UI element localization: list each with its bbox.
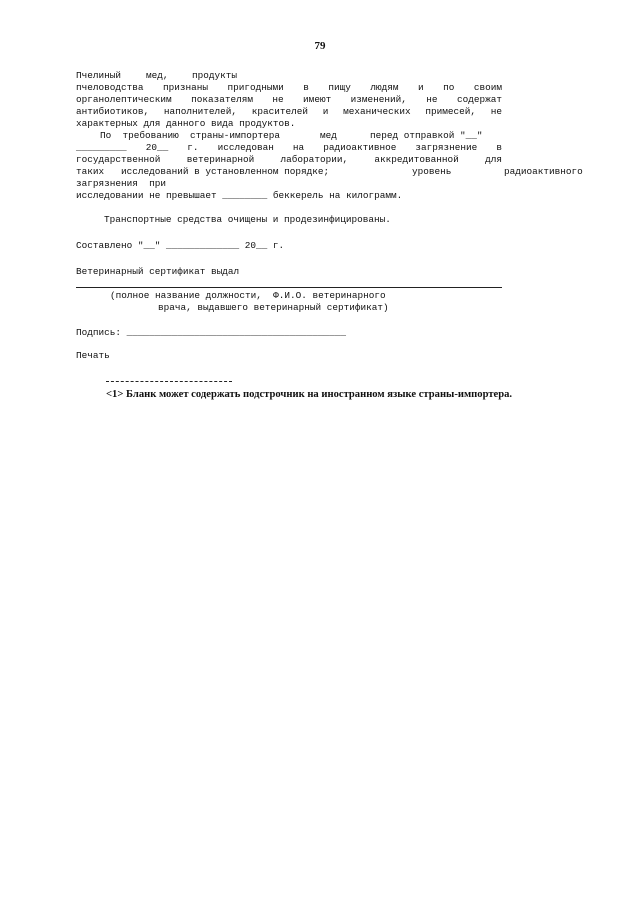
signature-line: Подпись: _______________________________________ xyxy=(76,327,347,338)
text-line-9b: уровень xyxy=(412,166,452,177)
text-line-2: пчеловодства признаны пригодными в пищу людям и по своим xyxy=(76,82,502,93)
footnote-separator xyxy=(106,381,232,382)
compiled-date-line: Составлено "__" _____________ 20__ г. xyxy=(76,240,285,251)
text-line-6a: По требованию страны-импортера xyxy=(100,130,281,141)
transport-line: Транспортные средства очищены и продезинфицированы. xyxy=(104,214,391,225)
text-line-6b: мед xyxy=(320,130,337,141)
text-line-med: мед, xyxy=(146,70,169,81)
text-line-pchelinyi: Пчелиный xyxy=(76,70,122,81)
position-caption-1: (полное название должности, Ф.И.О. ветеринарного xyxy=(110,290,386,301)
text-line-11: исследовании не превышает ________ беккерель на килограмм. xyxy=(76,190,403,201)
position-caption-2: врача, выдавшего ветеринарный сертификат) xyxy=(158,302,389,313)
text-line-3: органолептическим показателям не имеют изменений, не содержат xyxy=(76,94,502,105)
issued-by-label: Ветеринарный сертификат выдал xyxy=(76,266,240,277)
issuer-signature-rule xyxy=(76,287,502,288)
text-line-7: _________ 20__ г. исследован на радиоактивное загрязнение в xyxy=(76,142,502,153)
text-line-9c: радиоактивного xyxy=(504,166,583,177)
text-line-9a: таких исследований в установленном порядке; xyxy=(76,166,330,177)
stamp-label: Печать xyxy=(76,350,110,361)
page-number: 79 xyxy=(314,40,326,52)
footnote-text: <1> Бланк может содержать подстрочник на иностранном языке страны-импортера. xyxy=(106,389,513,400)
text-line-6c: перед отправкой "__" xyxy=(370,130,483,141)
text-line-produkty: продукты xyxy=(192,70,238,81)
text-line-10: загрязнения при xyxy=(76,178,167,189)
text-line-4: антибиотиков, наполнителей, красителей и механических примесей, не xyxy=(76,106,502,117)
text-line-8: государственной ветеринарной лаборатории, аккредитованной для xyxy=(76,154,502,165)
text-line-5: характерных для данного вида продуктов. xyxy=(76,118,296,129)
